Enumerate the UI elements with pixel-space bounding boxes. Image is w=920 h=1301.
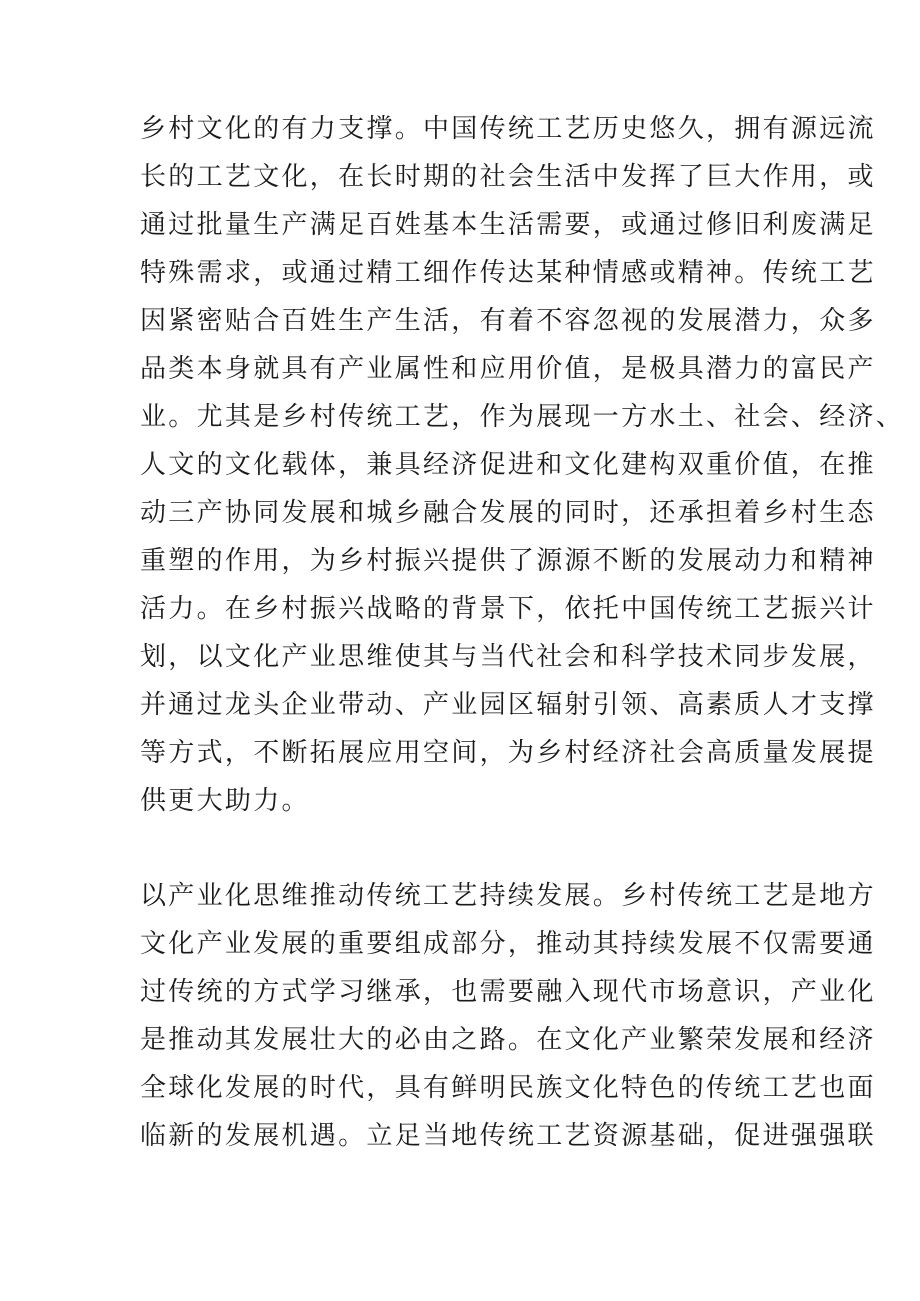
text-line: 活力。在乡村振兴战略的背景下，依托中国传统工艺振兴计 [140,594,876,624]
text-line: 业。尤其是乡村传统工艺，作为展现一方水土、社会、经济、 [140,402,905,432]
text-line: 特殊需求，或通过精工细作传达某种情感或精神。传统工艺 [140,258,876,288]
text-line: 通过批量生产满足百姓基本生活需要，或通过修旧利废满足 [140,210,876,240]
text-line: 全球化发展的时代，具有鲜明民族文化特色的传统工艺也面 [140,1073,876,1103]
text-line: 因紧密贴合百姓生产生活，有着不容忽视的发展潜力，众多 [140,306,876,336]
text-line: 临新的发展机遇。立足当地传统工艺资源基础，促进强强联 [140,1121,876,1151]
text-line: 重塑的作用，为乡村振兴提供了源源不断的发展动力和精神 [140,546,876,576]
text-line: 划，以文化产业思维使其与当代社会和科学技术同步发展， [140,642,876,672]
text-line: 供更大助力。 [140,786,310,816]
text-line: 并通过龙头企业带动、产业园区辐射引领、高素质人才支撑 [140,690,876,720]
text-line: 以产业化思维推动传统工艺持续发展。乡村传统工艺是地方 [140,881,876,911]
text-line: 过传统的方式学习继承，也需要融入现代市场意识，产业化 [140,977,876,1007]
text-line: 品类本身就具有产业属性和应用价值，是极具潜力的富民产 [140,354,876,384]
text-line: 等方式，不断拓展应用空间，为乡村经济社会高质量发展提 [140,738,876,768]
text-line: 是推动其发展壮大的必由之路。在文化产业繁荣发展和经济 [140,1025,876,1055]
text-line: 人文的文化载体，兼具经济促进和文化建构双重价值，在推 [140,450,876,480]
text-line: 动三产协同发展和城乡融合发展的同时，还承担着乡村生态 [140,498,876,528]
paragraph-2 [140,872,876,1160]
paragraph-1 [140,105,905,825]
text-line: 长的工艺文化，在长时期的社会生活中发挥了巨大作用，或 [140,162,876,192]
text-line: 乡村文化的有力支撑。中国传统工艺历史悠久，拥有源远流 [140,114,876,144]
text-line: 文化产业发展的重要组成部分，推动其持续发展不仅需要通 [140,929,876,959]
